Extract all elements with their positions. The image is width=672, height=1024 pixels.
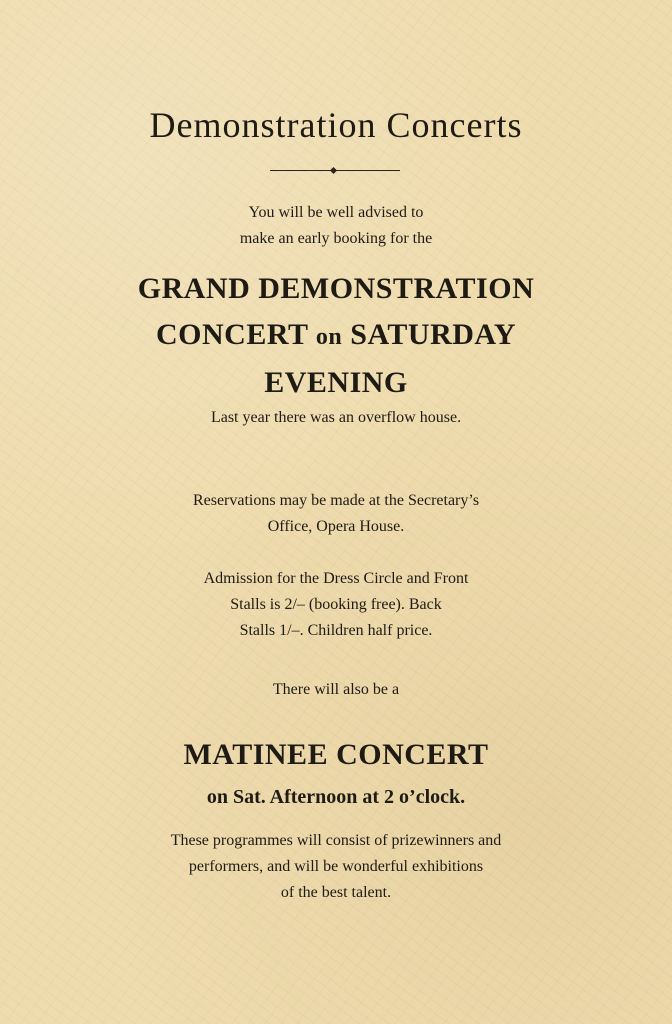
programmes-line-2: performers, and will be wonderful exhibitions (188, 858, 484, 875)
headline-on: on (315, 324, 343, 350)
divider-ornament (270, 168, 400, 174)
programmes-line-3: of the best talent. (280, 884, 392, 901)
admission-line-3: Stalls 1/–. Children half price. (239, 622, 433, 639)
also-note: There will also be a (272, 681, 400, 698)
admission-prices (0, 566, 672, 644)
headline-concert: CONCERT (156, 318, 308, 351)
reservations-info (0, 488, 672, 540)
overflow-note: Last year there was an overflow house. (210, 409, 462, 426)
programmes-description (0, 828, 672, 906)
matinee-subtitle: on Sat. Afternoon at 2 o’clock. (206, 786, 466, 808)
matinee-title: MATINEE CONCERT (183, 738, 489, 771)
admission-line-1: Admission for the Dress Circle and Front (203, 570, 469, 587)
reservations-line-1: Reservations may be made at the Secretary’s (192, 492, 480, 509)
headline-saturday: SATURDAY (350, 318, 516, 351)
headline-line-3: EVENING (264, 366, 408, 399)
admission-line-2: Stalls is 2/– (booking free). Back (230, 596, 442, 613)
headline-line-1: GRAND DEMONSTRATION (137, 272, 535, 305)
diamond-icon (330, 167, 337, 174)
page-title: Demonstration Concerts (149, 105, 523, 145)
grand-concert-headline (0, 266, 672, 406)
booking-advice-line-2: make an early booking for the (239, 230, 433, 247)
programmes-line-1: These programmes will consist of prizewinners and (170, 832, 502, 849)
booking-advice (0, 200, 672, 252)
headline-line-2 (0, 312, 672, 360)
booking-advice-line-1: You will be well advised to (248, 204, 424, 221)
reservations-line-2: Office, Opera House. (267, 518, 405, 535)
